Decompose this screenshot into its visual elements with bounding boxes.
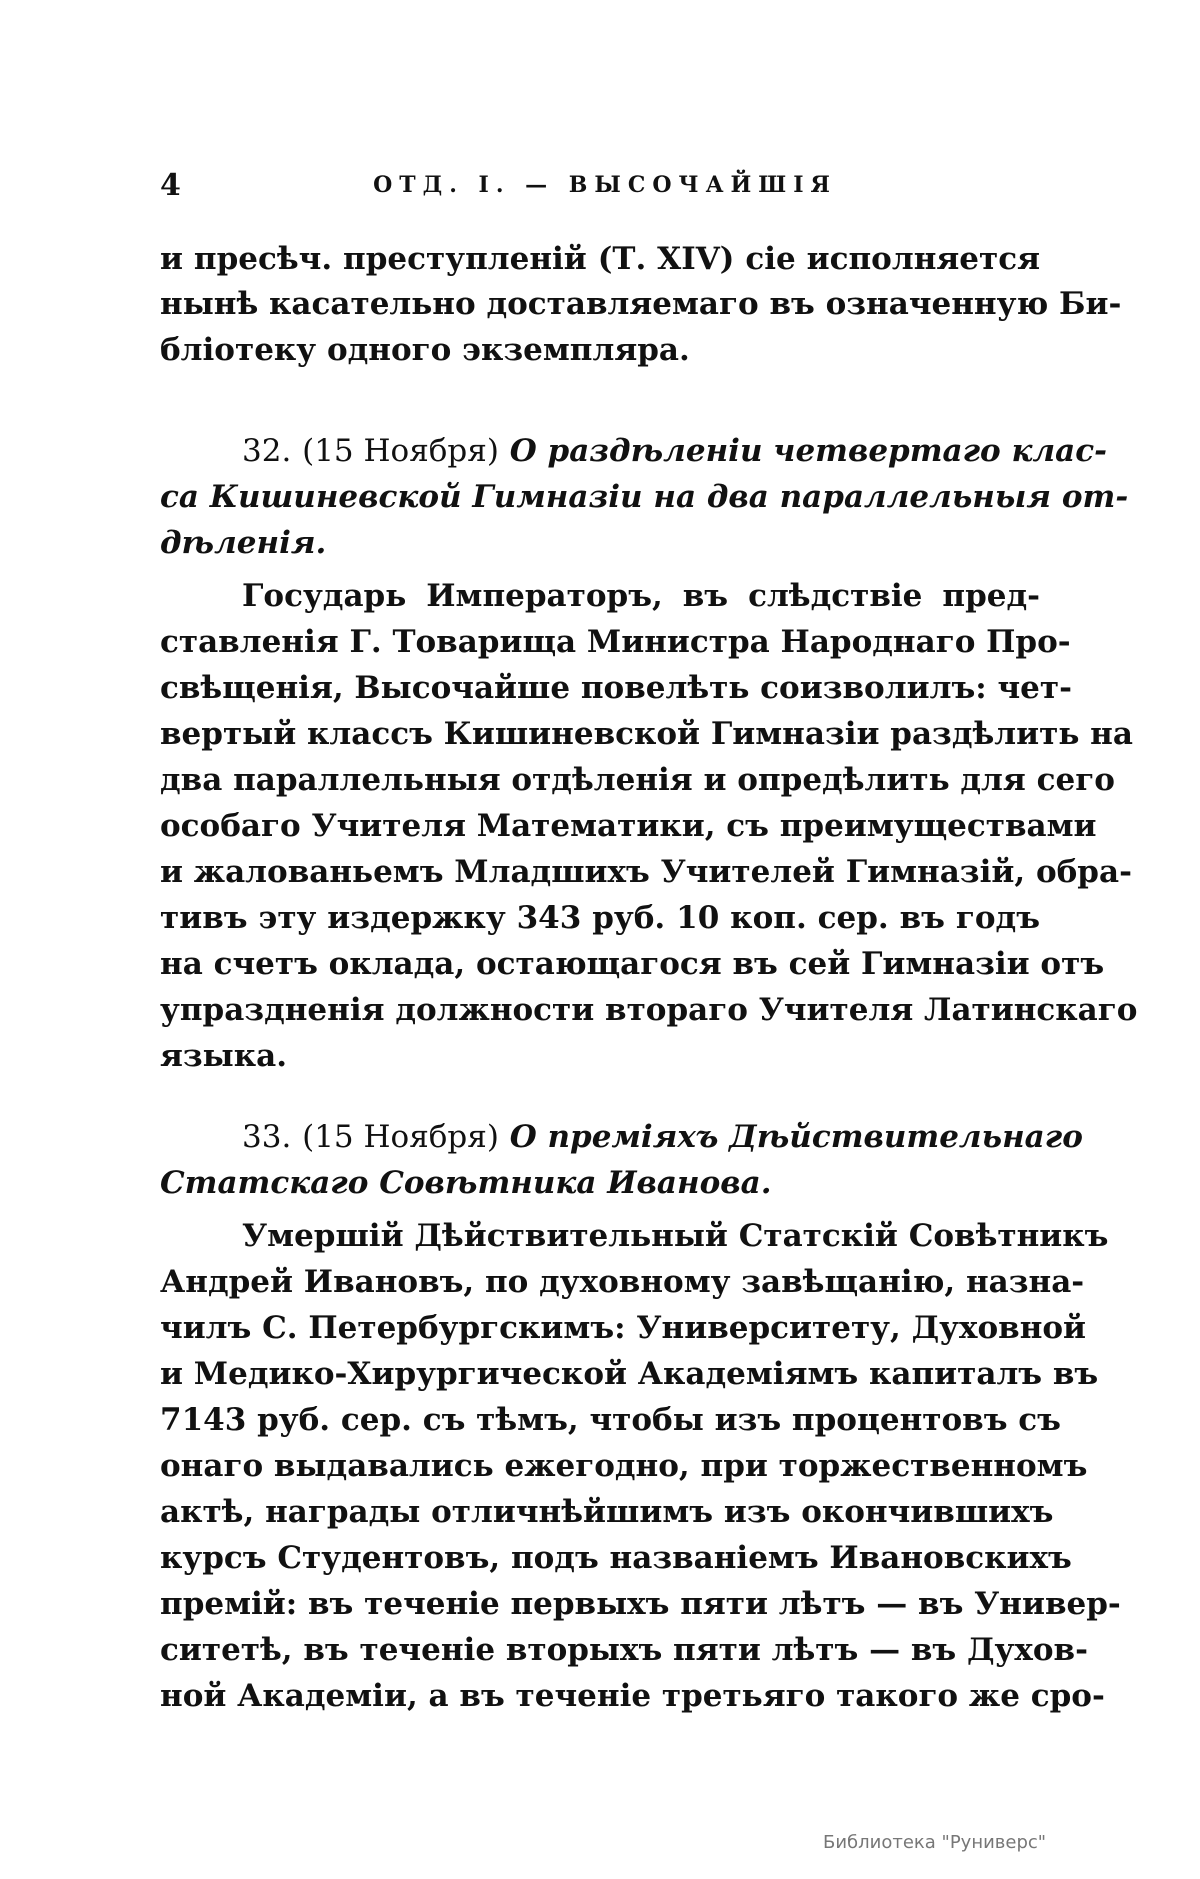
section-32-title-text: са Кишиневской Гимназіи на два параллельныя от- bbox=[160, 479, 1129, 515]
section-32-body-line: вертый классъ Кишиневской Гимназіи раздѣлить на bbox=[160, 716, 1133, 752]
section-33-title-line bbox=[160, 1160, 1040, 1206]
section-33-body-line: чилъ С. Петербургскимъ: Университету, Духовной bbox=[160, 1310, 1087, 1346]
section-33-body-line: актѣ, награды отличнѣйшимъ изъ окончившихъ bbox=[160, 1494, 1054, 1530]
section-32-body-line: упраздненія должности втораго Учителя Латинскаго bbox=[160, 992, 1138, 1028]
section-32-body-line: Государь Императоръ, въ слѣдствіе пред- bbox=[242, 578, 1040, 614]
intro-line: бліотеку одного экземпляра. bbox=[160, 332, 690, 368]
section-33-date: (15 Ноября) bbox=[302, 1119, 499, 1155]
section-33-number: 33. bbox=[242, 1119, 292, 1155]
section-33-body-line: курсъ Студентовъ, подъ названіемъ Ивановскихъ bbox=[160, 1540, 1072, 1576]
section-32-body-line: и жалованьемъ Младшихъ Учителей Гимназій, обра- bbox=[160, 854, 1132, 890]
intro-line: и пресѣч. преступленій (Т. XIV) сіе исполняется bbox=[160, 241, 1040, 277]
library-watermark: Библиотека "Руниверс" bbox=[823, 1832, 1047, 1853]
section-33-heading bbox=[242, 1114, 1083, 1160]
section-32-number: 32. bbox=[242, 433, 292, 469]
running-head: ОТД. I. — ВЫСОЧАЙШІЯ bbox=[373, 172, 837, 198]
page-header bbox=[160, 168, 1050, 208]
section-32-title-line bbox=[160, 474, 1129, 520]
section-32-body-line: на счетъ оклада, остающагося въ сей Гимназіи отъ bbox=[160, 946, 1105, 982]
section-32-heading bbox=[242, 428, 1108, 474]
section-33-body-line: ной Академіи, а въ теченіе третьяго такого же сро- bbox=[160, 1678, 1105, 1714]
section-33-title-text: Статскаго Совѣтника Иванова. bbox=[160, 1165, 772, 1201]
section-32-title-line bbox=[160, 520, 1040, 566]
intro-line: нынѣ касательно доставляемаго въ означенную Би- bbox=[160, 286, 1122, 322]
section-33-body-line: ситетѣ, въ теченіе вторыхъ пяти лѣтъ — въ Духов- bbox=[160, 1632, 1088, 1668]
section-33-body-line: 7143 руб. сер. съ тѣмъ, чтобы изъ процентовъ съ bbox=[160, 1402, 1061, 1438]
section-33-body-line: Андрей Ивановъ, по духовному завѣщанію, назна- bbox=[160, 1264, 1085, 1300]
section-33-body-line: и Медико-Хирургической Академіямъ капиталъ въ bbox=[160, 1356, 1099, 1392]
section-33-title: О преміяхъ Дѣйствительнаго bbox=[509, 1119, 1083, 1155]
section-32-body-line: два параллельныя отдѣленія и опредѣлить для сего bbox=[160, 762, 1115, 798]
section-33-body-line: Умершій Дѣйствительный Статскій Совѣтникъ bbox=[242, 1218, 1109, 1254]
section-33-body-line: премій: въ теченіе первыхъ пяти лѣтъ — въ Универ- bbox=[160, 1586, 1121, 1622]
section-33-body-line: онаго выдавались ежегодно, при торжественномъ bbox=[160, 1448, 1088, 1484]
section-32-body-line: особаго Учителя Математики, съ преимуществами bbox=[160, 808, 1097, 844]
section-32-title: О раздѣленіи четвертаго клас- bbox=[509, 433, 1108, 469]
section-32-body-line: ставленія Г. Товарища Министра Народнаго Про- bbox=[160, 624, 1071, 660]
section-32-title-text: дѣленія. bbox=[160, 525, 327, 561]
section-32-body-line: языка. bbox=[160, 1038, 288, 1074]
section-32-body-line: свѣщенія, Высочайше повелѣть соизволилъ: чет- bbox=[160, 670, 1072, 706]
section-32-body-line: тивъ эту издержку 343 руб. 10 коп. сер. въ годъ bbox=[160, 900, 1040, 936]
section-32-date: (15 Ноября) bbox=[302, 433, 499, 469]
page-number: 4 bbox=[160, 168, 181, 203]
